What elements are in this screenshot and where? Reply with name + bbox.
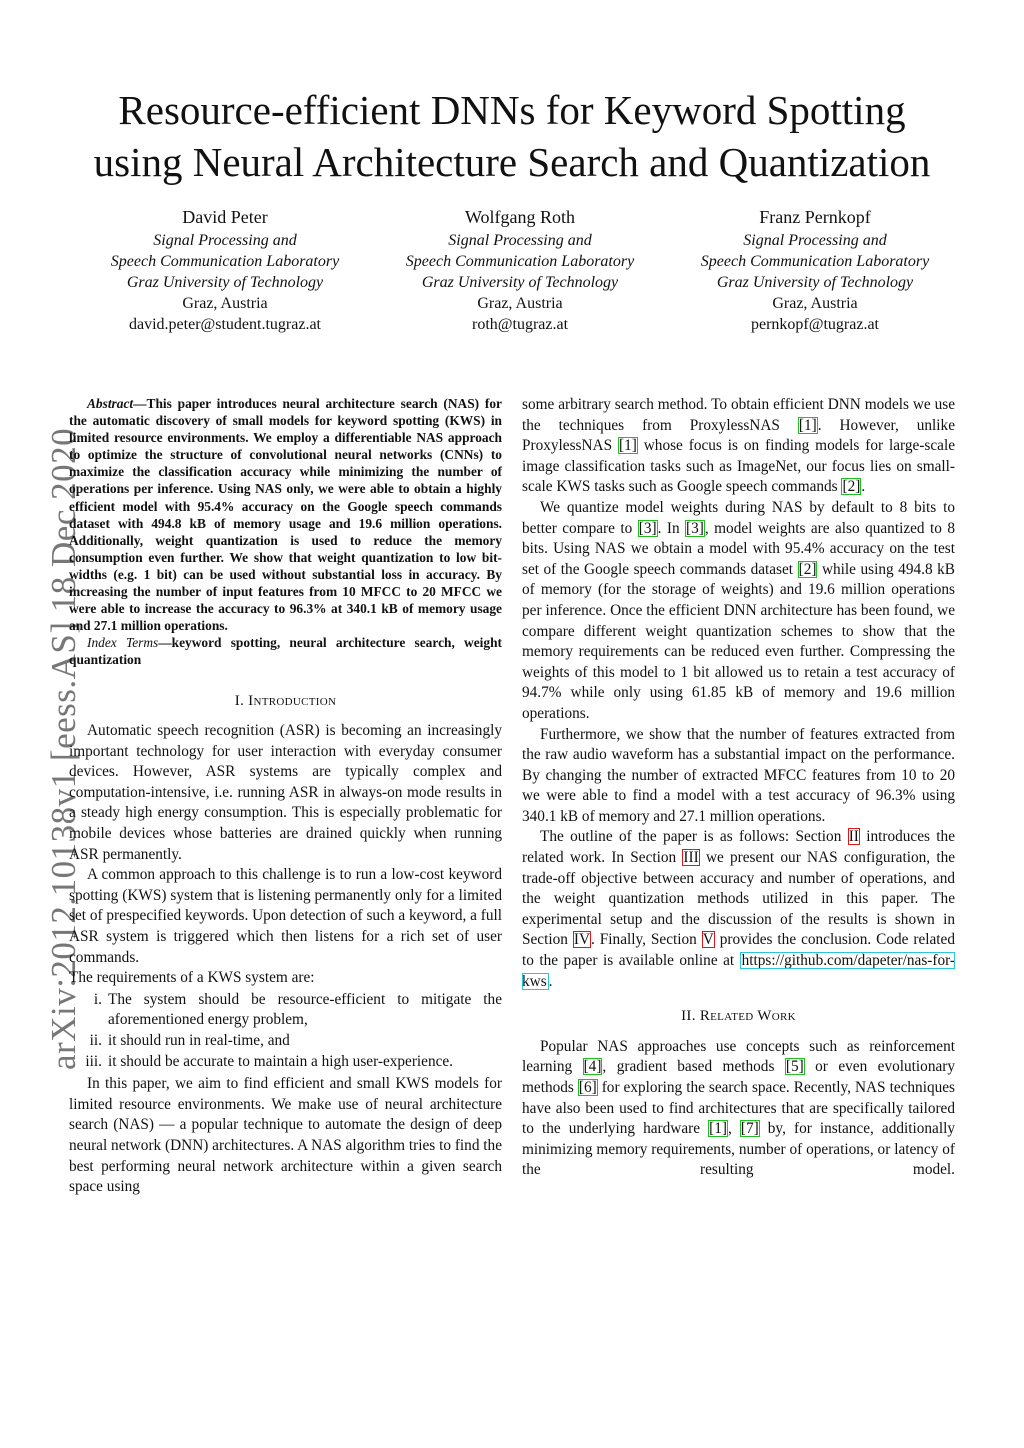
- author-email: pernkopf@tugraz.at: [750, 316, 879, 333]
- text-run: some arbitrary search method. To obtain efficient DNN models we use the techniques from ProxylessNAS: [522, 396, 955, 434]
- author-affiliation: Signal Processing and: [743, 232, 887, 249]
- list-item-number: i.: [93, 990, 102, 1008]
- section-ref-ii[interactable]: II: [848, 828, 859, 846]
- author-affiliation: Speech Communication Laboratory: [405, 253, 635, 270]
- text-run: by, for instance, additionally minimizing memory requirements, number of operations, or latency of the resulting model.: [522, 1120, 955, 1179]
- code-url-link[interactable]: https://github.com/dapeter/nas-for-kws: [522, 952, 955, 990]
- text-run: , gradient based methods: [602, 1058, 785, 1076]
- text-run: Popular NAS approaches use concepts such as reinforcement learning: [522, 1037, 955, 1076]
- text-run: for exploring the search space. Recently, NAS techniques have also been used to find architectures that are specifically tailored to the underlying hardware: [522, 1079, 955, 1138]
- author-affiliation: Graz University of Technology: [126, 274, 324, 291]
- list-item: [69, 1052, 502, 1073]
- citation-link-3[interactable]: [3]: [638, 519, 657, 537]
- author-3: [670, 205, 960, 335]
- author-email: david.peter@student.tugraz.at: [129, 316, 321, 333]
- author-affiliation: Speech Communication Laboratory: [110, 253, 340, 270]
- text-run: .: [861, 478, 866, 496]
- author-1: [80, 205, 370, 335]
- paper-title: [60, 84, 964, 188]
- section-heading-introduction: I. Introduction: [234, 692, 337, 709]
- list-item: [69, 1031, 502, 1052]
- text-run: . Finally, Section: [591, 931, 702, 949]
- citation-link-3[interactable]: [3]: [686, 519, 704, 537]
- section-ref-iii[interactable]: III: [683, 849, 699, 867]
- text-run: , model weights are also quantized to 8 bits. Using NAS we obtain a model with 95.4% accuracy on the test set of the Google speech commands dataset: [522, 519, 955, 578]
- index-terms-text: —keyword spotting, neural architecture search, weight quantization: [69, 635, 502, 668]
- title-line-2: using Neural Architecture Search and Quantization: [93, 139, 931, 185]
- title-line-1: Resource-efficient DNNs for Keyword Spotting: [118, 87, 906, 133]
- citation-link-2[interactable]: [2]: [798, 560, 817, 578]
- text-run: We quantize model weights during NAS by default to 8 bits to better compare to: [522, 498, 955, 537]
- list-item-text: it should be accurate to maintain a high user-experience.: [108, 1052, 454, 1070]
- section-ref-iv[interactable]: IV: [573, 931, 590, 949]
- text-run: we present our NAS configuration, the trade-off objective between accuracy and number of operations, and the weight quantization methods utilized in this paper. The experimental setup and the discussion of the results is shown in Section: [522, 849, 956, 949]
- author-affiliation: Speech Communication Laboratory: [700, 253, 930, 270]
- arxiv-id: arXiv:2012.10138v1 [eess.AS] 18 Dec 2020: [44, 427, 83, 1070]
- citation-link-1[interactable]: [1]: [798, 416, 817, 434]
- author-affiliation: Signal Processing and: [153, 232, 297, 249]
- author-city: Graz, Austria: [772, 295, 858, 312]
- intro-paragraph-3: The requirements of a KWS system are:: [69, 969, 315, 987]
- author-email: roth@tugraz.at: [471, 316, 569, 333]
- citation-link-6[interactable]: [6]: [578, 1079, 597, 1096]
- author-affiliation: Graz University of Technology: [716, 274, 914, 291]
- right-paragraph-1: [522, 395, 955, 498]
- intro-paragraph-4: In this paper, we aim to find efficient and small KWS models for limited resource environments. We make use of neural architecture search (NAS) — a popular technique to automate the design of deep neural network (DNN) architectures. A NAS algorithm tries to find the best performing neural network architecture within a given search space using: [69, 1075, 502, 1196]
- index-terms: [69, 634, 502, 668]
- citation-link-7[interactable]: [7]: [740, 1120, 759, 1138]
- citation-link-2[interactable]: [2]: [842, 478, 861, 496]
- intro-paragraph-1: Automatic speech recognition (ASR) is becoming an increasingly important technology for user interaction with everyday consumer devices. However, ASR systems are typically complex and computation-intensive, i.e. running ASR in always-on mode results in a steady high energy consumption. This is especially problematic for mobile devices whose batteries are drained quickly when running ASR permanently.: [69, 722, 502, 863]
- text-run: whose focus is on finding models for large-scale image classification tasks such as ImageNet, our focus lies on small-scale KWS tasks such as Google speech commands: [522, 437, 955, 496]
- author-city: Graz, Austria: [477, 295, 563, 312]
- text-run: . In: [657, 519, 686, 537]
- abstract-lead: Abstract: [87, 396, 134, 411]
- right-paragraph-2: [522, 498, 955, 725]
- list-item-text: The system should be resource-efficient to mitigate the aforementioned energy problem,: [108, 990, 502, 1029]
- author-name: Wolfgang Roth: [464, 207, 576, 227]
- author-affiliation: Graz University of Technology: [421, 274, 619, 291]
- index-terms-lead: Index Terms: [87, 635, 159, 651]
- list-item: [69, 990, 502, 1031]
- citation-link-4[interactable]: [4]: [583, 1058, 602, 1076]
- list-item-text: it should run in real-time, and: [108, 1032, 290, 1049]
- author-block: [80, 205, 960, 335]
- right-column: [522, 395, 955, 1181]
- author-2: [375, 205, 665, 335]
- list-item-number: ii.: [89, 1032, 102, 1049]
- citation-link-1[interactable]: [1]: [709, 1120, 727, 1138]
- author-affiliation: Signal Processing and: [448, 232, 592, 249]
- text-run: ,: [727, 1120, 740, 1138]
- abstract-text: —This paper introduces neural architecture search (NAS) for the automatic discovery of small models for keyword spotting (KWS) in limited resource environments. We employ a differentiable NAS approach to optimize the structure of convolutional neural networks (CNNs) to maximize the classification accuracy while minimizing the number of operations per inference. Using NAS only, we were able to obtain a highly efficient model with 95.4% accuracy on the Google speech commands dataset with 494.8 kB of memory usage and 19.6 million operations. Additionally, weight quantization is used to reduce the memory consumption even further. We show that weight quantization to low bit-widths (e.g. 1 bit) can be used without substantial loss in accuracy. By increasing the number of input features from 10 MFCC to 20 MFCC we were able to increase the accuracy to 96.3% at 340.1 kB of memory usage and 27.1 million operations.: [69, 396, 502, 634]
- requirements-list: [69, 990, 502, 1072]
- citation-link-1[interactable]: [1]: [619, 437, 637, 455]
- related-work-paragraph-1: [522, 1037, 955, 1181]
- right-paragraph-4: [522, 827, 955, 992]
- list-item-number: iii.: [85, 1052, 102, 1070]
- text-run: . However, unlike ProxylessNAS: [522, 416, 955, 455]
- text-run: The outline of the paper is as follows: Section: [540, 828, 848, 846]
- text-run: .: [548, 972, 553, 990]
- intro-paragraph-2: A common approach to this challenge is to run a low-cost keyword spotting (KWS) system that is listening permanently only for a limited set of prespecified keywords. Upon detection of such a keyword, a full ASR system is triggered which then listens for a rich set of user commands.: [69, 866, 502, 966]
- section-ref-v[interactable]: V: [702, 931, 714, 949]
- abstract: [69, 395, 502, 634]
- left-column: [69, 395, 502, 1198]
- author-city: Graz, Austria: [182, 295, 268, 312]
- author-name: Franz Pernkopf: [759, 207, 871, 227]
- text-run: or even evolutionary methods: [522, 1058, 956, 1096]
- section-heading-related-work: II. Related Work: [681, 1008, 796, 1025]
- text-run: provides the conclusion. Code related to the paper is available online at: [522, 931, 955, 970]
- citation-link-5[interactable]: [5]: [785, 1058, 804, 1076]
- text-run: while using 494.8 kB of memory (for the storage of weights) and 19.6 million operations per inference. Once the efficient DNN architecture has been found, we compare different weight quantization schemes to show that the memory requirements can be reduced even further. Compressing the weights of this model to 1 bit allowed us to retain a test accuracy of 94.7% while only using 61.85 kB of memory and 19.6 million operations.: [522, 560, 955, 722]
- right-paragraph-3: Furthermore, we show that the number of features extracted from the raw audio waveform has a substantial impact on the performance. By changing the number of extracted MFCC features from 10 to 20 we were able to find a model with a test accuracy of 96.3% using 340.1 kB of memory and 27.1 million operations.: [522, 725, 955, 825]
- text-run: introduces the related work. In Section: [522, 828, 955, 867]
- author-name: David Peter: [182, 207, 268, 227]
